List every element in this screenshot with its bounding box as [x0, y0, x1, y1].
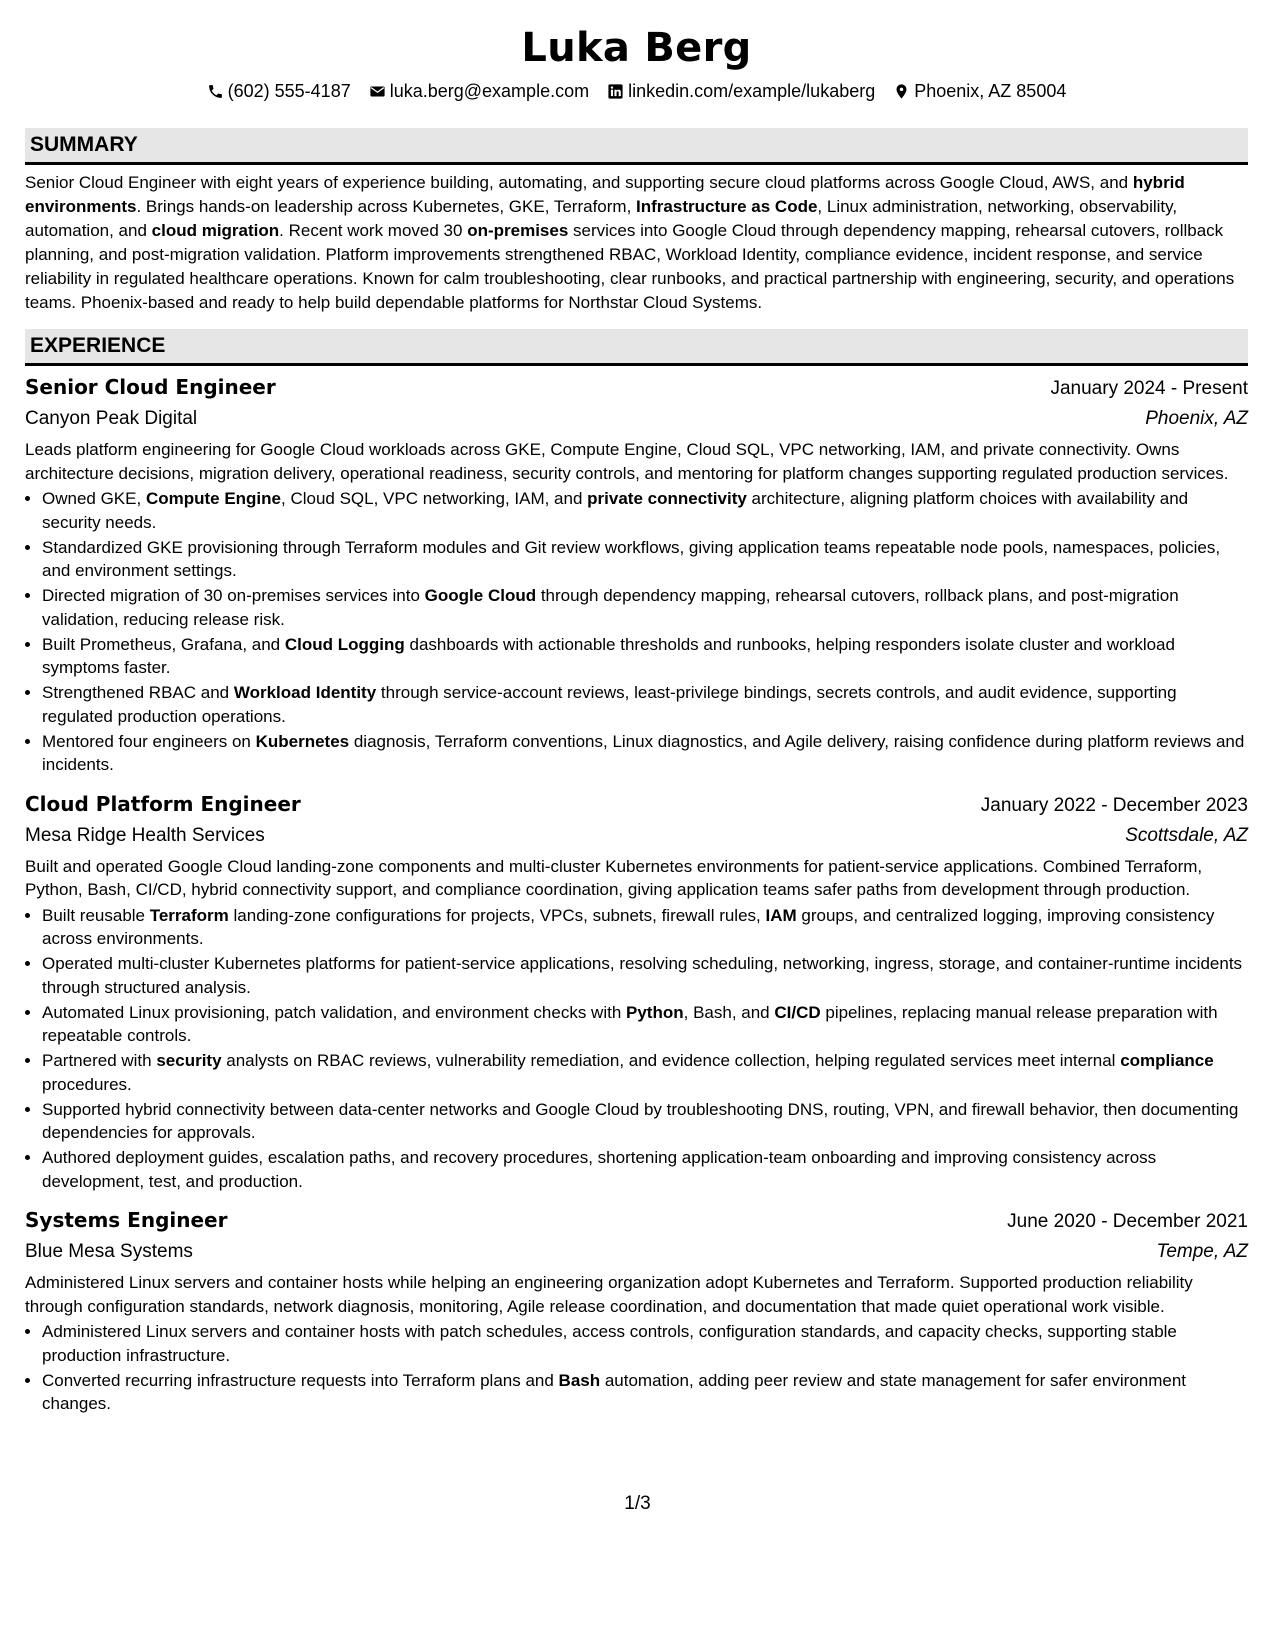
job-company: Blue Mesa Systems	[25, 1241, 193, 1262]
text-run: procedures.	[42, 1074, 132, 1094]
job-company-row	[25, 404, 1248, 434]
contact-email[interactable]	[369, 78, 589, 104]
job-company-row	[25, 821, 1248, 851]
resume-page	[25, 20, 1248, 1417]
job-title: Cloud Platform Engineer	[25, 791, 301, 816]
bold-keyword: Python	[626, 1002, 684, 1022]
list-item	[42, 1369, 1248, 1416]
job-summary: Leads platform engineering for Google Cloud workloads across GKE, Compute Engine, Cloud SQL, VPC networking, IAM, and private connectivity. Owns architecture decisions, migration delivery, operational readiness, security controls, and mentoring for platform changes supporting regulated production services.	[25, 440, 1229, 483]
text-run: services into Google Cloud through dependency mapping, rehearsal cutovers, rollback planning, and post-migration validation. Platform improvements strengthened RBAC, Workload Identity, compliance evidence, incident response, and service reliability in regulated healthcare operations. Known for calm troubleshooting, clear runbooks, and practical partnership with engineering, security, and operations teams. Phoenix-based and ready to help build dependable platforms for Northstar Cloud Systems.	[25, 221, 1235, 312]
job-location: Tempe, AZ	[1156, 1241, 1248, 1262]
bold-keyword: Compute Engine	[145, 489, 281, 508]
bold-keyword: Kubernetes	[255, 731, 350, 751]
list-item	[42, 681, 1248, 728]
job-dates: January 2024 - Present	[1050, 378, 1248, 399]
job-bullets	[25, 1320, 1248, 1416]
location-text: Phoenix, AZ 85004	[914, 81, 1067, 101]
bold-keyword: private connectivity	[587, 489, 747, 508]
text-run: groups, and centralized logging, improving consistency across environments.	[42, 905, 1215, 948]
job-summary: Built and operated Google Cloud landing-zone components and multi-cluster Kubernetes environments for patient-service applications. Combined Terraform, Python, Bash, CI/CD, hybrid connectivity support, and compliance coordination, giving application teams safer paths from development through production.	[25, 856, 1203, 899]
text-run: Automated Linux provisioning, patch validation, and environment checks with	[42, 1002, 627, 1022]
phone-icon	[207, 83, 224, 100]
text-run: analysts on RBAC reviews, vulnerability remediation, and evidence collection, helping regulated services meet internal	[221, 1051, 1121, 1070]
job-dates: June 2020 - December 2021	[1007, 1211, 1248, 1232]
text-run: , Cloud SQL, VPC networking, IAM, and	[281, 489, 588, 508]
summary-text	[25, 171, 1248, 315]
list-item	[42, 487, 1248, 534]
text-run: . Recent work moved 30	[279, 221, 468, 240]
job-header-row	[25, 1205, 1248, 1237]
job-title: Senior Cloud Engineer	[25, 375, 276, 399]
bold-keyword: Cloud Logging	[284, 634, 405, 654]
list-item	[42, 952, 1248, 999]
text-run: , Linux administration, networking, observability, automation, and	[25, 197, 1178, 240]
text-run: Supported hybrid connectivity between data-center networks and Google Cloud by troubleshooting DNS, routing, VPN, and firewall behavior, then documenting dependencies for approvals.	[42, 1099, 1239, 1142]
text-run: Strengthened RBAC and	[42, 683, 234, 702]
envelope-icon	[369, 83, 386, 100]
text-run: Built reusable	[42, 905, 150, 925]
job-dates: January 2022 - December 2023	[980, 794, 1248, 816]
text-run: architecture, aligning platform choices with availability and security needs.	[42, 489, 1189, 532]
candidate-name: Luka Berg	[521, 25, 752, 71]
bold-keyword: compliance	[1120, 1051, 1214, 1070]
list-item	[42, 1098, 1248, 1145]
bold-keyword: cloud migration	[151, 221, 280, 240]
job-entry	[25, 789, 1248, 1194]
text-run: through service-account reviews, least-privilege bindings, secrets controls, and audit evidence, supporting regulated production operations.	[42, 683, 1177, 726]
text-run: Senior Cloud Engineer with eight years of experience building, automating, and supporting secure cloud platforms across Google Cloud, AWS, and	[25, 173, 1133, 192]
linkedin-icon	[607, 83, 624, 100]
bold-keyword: Bash	[558, 1370, 601, 1390]
text-run: through dependency mapping, rehearsal cutovers, rollback plans, and post-migration validation, reducing release risk.	[42, 586, 1179, 629]
text-run: Built Prometheus, Grafana, and	[42, 634, 285, 654]
list-item	[42, 730, 1248, 777]
email-text: luka.berg@example.com	[389, 81, 590, 101]
job-header-row	[25, 372, 1248, 404]
job-entry	[25, 1205, 1248, 1416]
text-run: Directed migration of 30 on-premises services into	[42, 586, 425, 605]
bold-keyword: security	[156, 1051, 222, 1070]
text-run: Partnered with	[42, 1051, 157, 1070]
list-item	[42, 584, 1248, 631]
text-run: , Bash, and	[683, 1002, 775, 1022]
job-company: Canyon Peak Digital	[25, 408, 198, 429]
text-run: Operated multi-cluster Kubernetes platforms for patient-service applications, resolving scheduling, networking, ingress, storage, and container-runtime incidents through structured analysis.	[42, 954, 1243, 997]
job-company: Mesa Ridge Health Services	[25, 824, 265, 846]
bold-keyword: Google Cloud	[424, 586, 537, 605]
list-item	[42, 1049, 1248, 1096]
bold-keyword: hybrid environments	[25, 173, 1185, 216]
list-item	[42, 633, 1248, 680]
list-item	[42, 1001, 1248, 1048]
text-run: landing-zone configurations for projects, VPCs, subnets, firewall rules,	[228, 905, 766, 925]
text-run: diagnosis, Terraform conventions, Linux diagnostics, and Agile delivery, raising confidence during platform reviews and incidents.	[42, 731, 1245, 774]
list-item	[42, 536, 1248, 583]
job-location: Phoenix, AZ	[1145, 408, 1248, 429]
bold-keyword: Workload Identity	[233, 683, 377, 702]
text-run: Mentored four engineers on	[42, 731, 256, 751]
contact-phone	[207, 78, 351, 104]
list-item	[42, 904, 1248, 951]
location-pin-icon	[893, 83, 910, 100]
text-run: dashboards with actionable thresholds and runbooks, helping responders isolate cluster and workload symptoms faster.	[42, 634, 1175, 677]
text-run: Standardized GKE provisioning through Terraform modules and Git review workflows, giving application teams repeatable node pools, namespaces, policies, and environment settings.	[42, 537, 1221, 580]
experience-list	[25, 372, 1248, 1416]
list-item	[42, 1320, 1248, 1367]
bold-keyword: on-premises	[467, 221, 569, 240]
contact-linkedin[interactable]	[607, 78, 875, 104]
job-title: Systems Engineer	[25, 1208, 228, 1232]
bold-keyword: Infrastructure as Code	[636, 197, 818, 216]
job-entry	[25, 372, 1248, 777]
text-run: pipelines, replacing manual release preparation with repeatable controls.	[42, 1002, 1218, 1045]
job-company-row	[25, 1237, 1248, 1267]
linkedin-text: linkedin.com/example/lukaberg	[628, 81, 876, 101]
contact-bar	[25, 78, 1248, 104]
text-run: Authored deployment guides, escalation paths, and recovery procedures, shortening application-team onboarding and improving consistency across development, test, and production.	[42, 1148, 1157, 1191]
phone-text: (602) 555-4187	[227, 81, 351, 101]
job-bullets	[25, 487, 1248, 777]
page-number: 1/3	[624, 1493, 651, 1514]
text-run: Converted recurring infrastructure requests into Terraform plans and	[42, 1370, 559, 1390]
text-run: automation, adding peer review and state management for safer environment changes.	[42, 1370, 1187, 1413]
text-run: Administered Linux servers and container hosts with patch schedules, access controls, configuration standards, and capacity checks, supporting stable production infrastructure.	[42, 1322, 1177, 1365]
bold-keyword: Terraform	[149, 905, 229, 925]
summary-heading: SUMMARY	[25, 128, 1248, 165]
bold-keyword: CI/CD	[774, 1002, 821, 1022]
contact-location	[893, 78, 1066, 104]
bold-keyword: IAM	[765, 905, 797, 925]
text-run: Owned GKE,	[42, 489, 146, 508]
text-run: . Brings hands-on leadership across Kubernetes, GKE, Terraform,	[136, 197, 637, 216]
experience-heading: EXPERIENCE	[25, 329, 1248, 366]
job-summary: Administered Linux servers and container hosts while helping an engineering organization adopt Kubernetes and Terraform. Supported production reliability through configuration standards, network diagnosis, monitoring, Agile release coordination, and documentation that made quiet operational work visible.	[25, 1273, 1193, 1316]
list-item	[42, 1146, 1248, 1193]
job-header-row	[25, 789, 1248, 821]
job-bullets	[25, 904, 1248, 1194]
job-location: Scottsdale, AZ	[1125, 824, 1248, 846]
